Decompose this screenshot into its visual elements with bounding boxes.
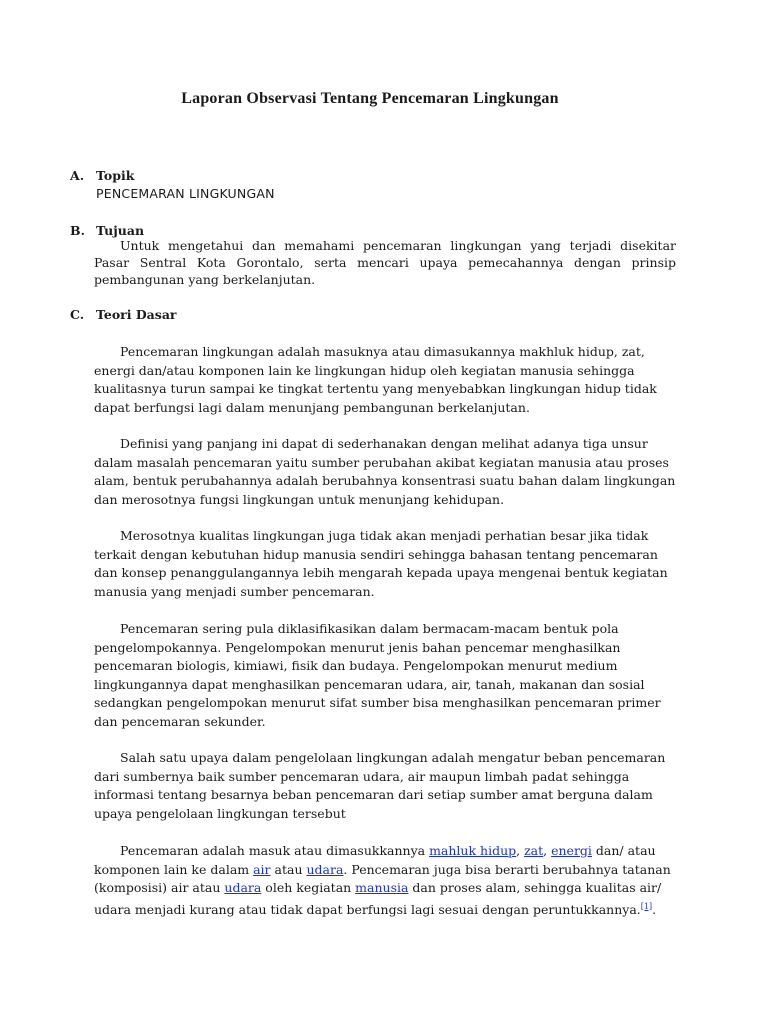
paragraph-5: Salah satu upaya dalam pengelolaan lingkungan adalah mengatur beban pencemaran dari sumbernya baik sumber pencemaran udara, air maupun limbah padat sehingga informasi tentang besarnya beban pencemaran dari setiap sumber amat berguna dalam upaya pengelolaan lingkungan tersebut bbox=[94, 750, 666, 821]
section-a-letter: A. bbox=[70, 168, 85, 183]
section-c-title: Teori Dasar bbox=[96, 307, 177, 322]
paragraph-1: Pencemaran lingkungan adalah masuknya atau dimasukannya makhluk hidup, zat, energi dan/atau komponen lain ke lingkungan hidup oleh kegiatan manusia sehingga kualitasnya turun sampai ke tingkat tertentu yang menyebabkan lingkungan hidup tidak dapat berfungsi lagi dalam menunjang pembangunan berkelanjutan. bbox=[94, 344, 657, 415]
link-mahluk-hidup[interactable]: mahluk hidup bbox=[429, 843, 517, 858]
paragraph-2: Definisi yang panjang ini dapat di sederhanakan dengan melihat adanya tiga unsur dalam masalah pencemaran yaitu sumber perubahan akibat kegiatan manusia atau proses alam, bentuk perubahannya adalah berubahnya konsentrasi suatu bahan dalam lingkungan dan merosotnya fungsi lingkungan untuk menunjang kehidupan. bbox=[94, 436, 676, 507]
link-manusia[interactable]: manusia bbox=[355, 880, 409, 895]
section-b-title: Tujuan bbox=[96, 223, 145, 238]
reference-link[interactable]: [1] bbox=[640, 901, 653, 911]
section-c-heading bbox=[70, 307, 177, 322]
p6-text-5: atau bbox=[270, 861, 307, 877]
section-a-title: Topik bbox=[96, 168, 135, 183]
section-c-letter: C. bbox=[70, 307, 85, 322]
p6-text-2: , bbox=[516, 843, 525, 858]
document-title: Laporan Observasi Tentang Pencemaran Lingkungan bbox=[181, 90, 559, 107]
tujuan-text: Untuk mengetahui dan memahami pencemaran lingkungan yang terjadi disekitar Pasar Sentral Kota Gorontalo, serta mencari upaya pemecahannya dengan prinsip pembangunan yang berkelanjutan. bbox=[94, 238, 676, 287]
link-udara[interactable]: udara bbox=[306, 861, 344, 877]
p6-text-8: dan proses alam, sehingga kualitas air/ udara menjadi kurang atau tidak dapat berfungsi lagi sesuai dengan peruntukkannya. bbox=[94, 880, 662, 917]
section-b-letter: B. bbox=[70, 223, 85, 238]
link-energi[interactable]: energi bbox=[551, 843, 592, 858]
p6-text-6: . Pencemaran juga bisa berarti berubahnya tatanan (komposisi) air atau bbox=[94, 861, 671, 895]
section-a-heading bbox=[70, 168, 134, 183]
paragraph-4: Pencemaran sering pula diklasifikasikan dalam bermacam-macam bentuk pola pengelompokannya. Pengelompokan menurut jenis bahan pencemar menghasilkan pencemaran biologis, kimiawi, fisik dan budaya. Pengelompokan menurut medium lingkungannya dapat menghasilkan pencemaran udara, air, tanah, makanan dan sosial sedangkan pengelompokan menurut sifat sumber bisa menghasilkan pencemaran primer dan pencemaran sekunder. bbox=[94, 621, 661, 729]
topic-value: PENCEMARAN LINGKUNGAN bbox=[96, 186, 275, 201]
link-air[interactable]: air bbox=[253, 861, 271, 877]
section-b-heading bbox=[70, 223, 144, 238]
link-zat[interactable]: zat bbox=[524, 843, 544, 858]
paragraph-3: Merosotnya kualitas lingkungan juga tidak akan menjadi perhatian besar jika tidak terkait dengan kebutuhan hidup manusia sendiri sehingga bahasan tentang pencemaran dan konsep penanggulangannya lebih mengarah kepada upaya mengenai bentuk kegiatan manusia yang menjadi sumber pencemaran. bbox=[94, 528, 668, 599]
p6-text-4: dan/ atau komponen lain ke dalam bbox=[94, 843, 656, 877]
paragraph-6 bbox=[94, 842, 676, 919]
p6-text-7: oleh kegiatan bbox=[261, 880, 356, 895]
p6-text-3: , bbox=[543, 843, 552, 858]
p6-text-1: Pencemaran adalah masuk atau dimasukkannya bbox=[120, 843, 430, 858]
p6-text-9: . bbox=[652, 901, 657, 917]
link-udara-2[interactable]: udara bbox=[224, 880, 262, 895]
